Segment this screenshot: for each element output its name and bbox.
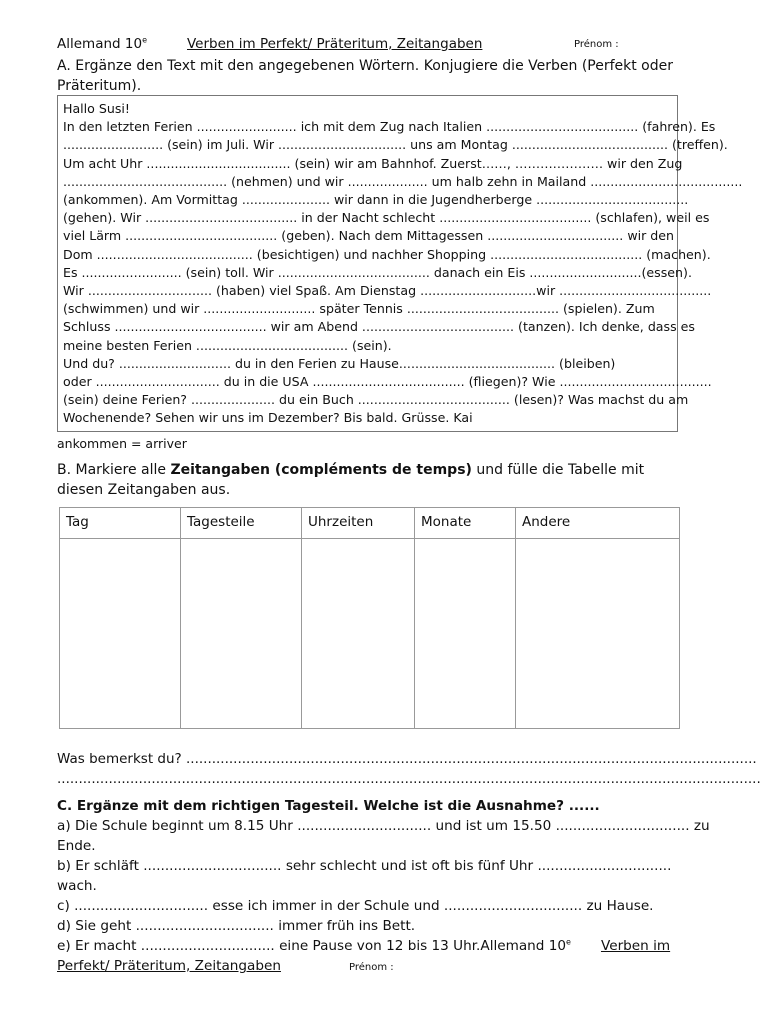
repeated-title-part1: Verben im	[600, 938, 671, 954]
question-line: Was bemerkst du? .....................................................................................................................................	[57, 751, 757, 767]
section-c-title: C. Ergänze mit dem richtigen Tagesteil. Welche ist die Ausnahme? ......	[57, 798, 600, 814]
exercise-line: wach.	[57, 878, 97, 894]
letter-line: Dom ....................................... (besichtigen) und nachher Shopping ...................................... (machen).	[63, 246, 711, 262]
exercise-line: c) ............................... esse ich immer in der Schule und ................................ zu Hause.	[57, 898, 654, 914]
vocabulary-note: ankommen = arriver	[57, 436, 187, 451]
letter-line: Schluss ...................................... wir am Abend ...................................... (tanzen). Ich denke, dass es	[63, 319, 695, 335]
worksheet-title: Verben im Perfekt/ Präteritum, Zeitangaben	[187, 36, 483, 52]
letter-line: Es ......................... (sein) toll. Wir ...................................... danach ein Eis ............................(essen).	[63, 264, 692, 280]
letter-line: Um acht Uhr .................................... (sein) wir am Bahnhof. Zuerst……, ………………… wir den Zug	[63, 155, 683, 171]
section-b-instruction	[57, 460, 687, 500]
instruction-text-end: und fülle die Tabelle mit diesen Zeitangaben aus.	[57, 462, 645, 498]
column-header-tag: Tag	[60, 508, 181, 539]
letter-line: Hallo Susi!	[63, 101, 130, 116]
letter-line: (sein) deine Ferien? ..................... du ein Buch ...................................... (lesen)? Was machst du am	[63, 392, 689, 408]
table-cell-tag[interactable]	[60, 539, 181, 729]
letter-line: meine besten Ferien ...................................... (sein).	[63, 337, 392, 353]
prenom-label: Prénom :	[574, 39, 619, 50]
repeated-subject: Allemand 10	[480, 938, 567, 954]
exercise-line: Ende.	[57, 838, 96, 854]
section-c-last-line: e) Er macht ............................... eine Pause von 12 bis 13 Uhr.Allemand 10e Verben im	[57, 937, 671, 954]
letter-line: Und du? ............................ du in den Ferien zu Hause....................................... (bleiben)	[63, 355, 616, 371]
column-header-monate: Monate	[415, 508, 516, 539]
exercise-line: b) Er schläft ................................ sehr schlecht und ist oft bis fünf Uhr ...............................	[57, 858, 672, 874]
answer-dot-line: ....................................................................................................................................................................	[57, 771, 761, 787]
letter-line: oder ............................... du in die USA ...................................... (fliegen)? Wie ......................................	[63, 374, 712, 390]
letter-line: Wir ............................... (haben) viel Spaß. Am Dienstag .............................wir ......................................	[63, 283, 712, 299]
table-header-row	[60, 508, 680, 539]
letter-line: (schwimmen) und wir ............................ später Tennis ...................................... (spielen). Zum	[63, 301, 655, 317]
letter-line: Wochenende? Sehen wir uns im Dezember? Bis bald. Grüsse. Kai	[63, 410, 473, 426]
column-header-uhrzeiten: Uhrzeiten	[302, 508, 415, 539]
letter-line: ......................................... (nehmen) und wir .................... um halb zehn in Mailand ......................................	[63, 173, 743, 189]
letter-line: ......................... (sein) im Juli. Wir ................................ uns am Montag ....................................... (treffen).	[63, 137, 728, 153]
column-header-tagesteile: Tagesteile	[181, 508, 302, 539]
section-a-instruction: A. Ergänze den Text mit den angegebenen Wörtern. Konjugiere die Verben (Perfekt oder Präteritum).	[57, 58, 673, 94]
instruction-bold-text: Zeitangaben (compléments de temps)	[170, 462, 472, 478]
instruction-text: B. Markiere alle	[57, 462, 171, 478]
table-row	[60, 539, 680, 729]
repeated-prenom: Prénom :	[348, 962, 394, 973]
column-header-andere: Andere	[516, 508, 680, 539]
letter-line: (ankommen). Am Vormittag ...................... wir dann in die Jugendherberge ......................................	[63, 192, 689, 208]
subject-label: Allemand 10e	[57, 35, 147, 52]
table-cell-monate[interactable]	[415, 539, 516, 729]
table-cell-tagesteile[interactable]	[181, 539, 302, 729]
letter-text-box	[57, 95, 743, 432]
section-c-footer-line	[57, 956, 687, 978]
letter-line: (gehen). Wir ...................................... in der Nacht schlecht ...................................... (schlafen), weil es	[63, 210, 710, 226]
letter-line: In den letzten Ferien ......................... ich mit dem Zug nach Italien ...................................... (fahren). Es	[63, 119, 716, 135]
exercise-line: a) Die Schule beginnt um 8.15 Uhr ............................... und ist um 15.50 ............................... zu	[57, 818, 710, 834]
page-header	[57, 36, 687, 56]
table-cell-uhrzeiten[interactable]	[302, 539, 415, 729]
table-cell-andere[interactable]	[516, 539, 680, 729]
exercise-e: e) Er macht ............................... eine Pause von 12 bis 13 Uhr.	[57, 938, 481, 954]
repeated-title-part2: Perfekt/ Präteritum, Zeitangaben	[57, 958, 281, 974]
time-expressions-table	[59, 507, 680, 729]
section-c	[57, 796, 710, 978]
letter-line: viel Lärm ...................................... (geben). Nach dem Mittagessen .................................. wir den	[63, 228, 675, 244]
exercise-line: d) Sie geht ................................ immer früh ins Bett.	[57, 918, 416, 934]
letter-text	[63, 100, 743, 428]
section-c-lines	[57, 816, 710, 936]
